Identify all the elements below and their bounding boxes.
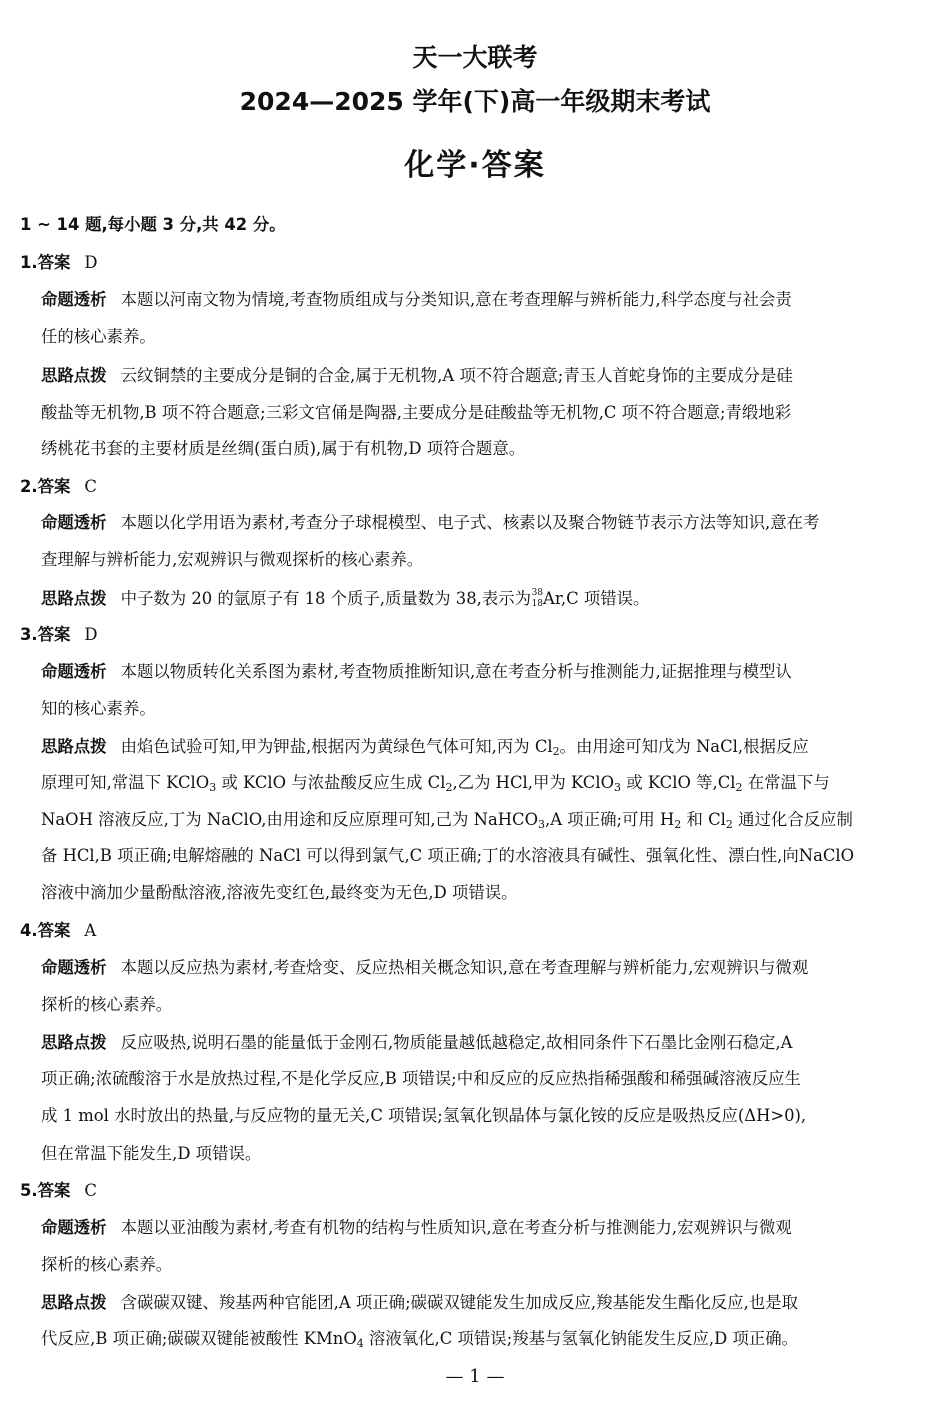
q5-analysis-cont: 探析的核心素养。	[41, 1255, 173, 1274]
subject-title: 化学·答案	[404, 148, 546, 183]
org-title: 天一大联考	[412, 43, 538, 72]
q3-analysis: 命题透析 本题以物质转化关系图为素材,考查物质推断知识,意在考查分析与推测能力,证据推理与模型认	[41, 662, 792, 681]
q1-hint-cont: 酸盐等无机物,B 项不符合题意;三彩文官俑是陶器,主要成分是硅酸盐等无机物,C 项不符合题意;青缎地彩	[41, 403, 792, 422]
subscript: 2	[725, 818, 733, 831]
q2-answer: C	[84, 477, 97, 496]
subscript: 2	[445, 781, 453, 794]
argon-isotope-notation: 38 18	[531, 588, 544, 609]
q4-answer-line: 4.答案 A	[20, 921, 97, 940]
q2-answer-line: 2.答案 C	[20, 477, 97, 496]
q3-answer-line: 3.答案 D	[20, 625, 98, 644]
q5-hint-cont: 代反应,B 项正确;碳碳双键能被酸性 KMnO$_4$ 溶液氧化,C 项错误;羧基与氢氧化钠能发生反应,D 项正确。	[41, 1329, 799, 1350]
q3-hint-cont: 溶液中滴加少量酚酞溶液,溶液先变红色,最终变为无色,D 项错误。	[41, 883, 518, 902]
q4-hint-cont: 项正确;浓硫酸溶于水是放热过程,不是化学反应,B 项错误;中和反应的反应热指稀强酸和稀强碱溶液反应生	[41, 1069, 801, 1088]
q1-analysis-cont: 任的核心素养。	[41, 327, 156, 346]
q3-hint-cont: 备 HCl,B 项正确;电解熔融的 NaCl 可以得到氯气,C 项正确;丁的水溶液具有碱性、强氧化性、漂白性,向NaClO	[41, 846, 855, 865]
q1-analysis: 命题透析 本题以河南文物为情境,考查物质组成与分类知识,意在考查理解与辨析能力,科学态度与社会责	[41, 290, 792, 309]
intro-line: 1 ~ 14 题,每小题 3 分,共 42 分。	[20, 215, 286, 234]
q3-hint-cont: NaOH 溶液反应,丁为 NaClO,由用途和反应原理可知,己为 NaHCO$_3$,A 项正确;可用 $H_2$ 和 $Cl_2$ 通过化合反应制	[41, 810, 853, 831]
q3-hint: 思路点拨 由焰色试验可知,甲为钾盐,根据丙为黄绿色气体可知,丙为 $Cl_2$。由用途可知戊为 NaCl,根据反应	[41, 737, 809, 758]
subscript: 3	[538, 818, 546, 831]
subscript: 2	[552, 745, 560, 758]
q4-hint: 思路点拨 反应吸热,说明石墨的能量低于金刚石,物质能量越低越稳定,故相同条件下石墨比金刚石稳定,A	[41, 1033, 793, 1052]
subscript: 2	[735, 781, 743, 794]
q2-analysis: 命题透析 本题以化学用语为素材,考查分子球棍模型、电子式、核素以及聚合物链节表示方法等知识,意在考	[41, 513, 820, 532]
subscript: 3	[209, 781, 217, 794]
page-number: — 1 —	[445, 1366, 505, 1387]
q5-hint: 思路点拨 含碳碳双键、羧基两种官能团,A 项正确;碳碳双键能发生加成反应,羧基能发生酯化反应,也是取	[41, 1293, 798, 1312]
q1-answer-line: 1.答案 D	[20, 253, 98, 272]
subscript: 4	[356, 1337, 364, 1350]
q1-hint: 思路点拨 云纹铜禁的主要成分是铜的合金,属于无机物,A 项不符合题意;青玉人首蛇身饰的主要成分是硅	[41, 366, 793, 385]
q4-analysis-cont: 探析的核心素养。	[41, 995, 173, 1014]
q3-hint-cont: 原理可知,常温下 KClO$_3$ 或 KClO 与浓盐酸反应生成 $Cl_2$,乙为 HCl,甲为 KClO$_3$ 或 KClO 等$,Cl_2$ 在常温下与	[41, 773, 830, 794]
q4-hint-cont: 成 1 mol 水时放出的热量,与反应物的量无关,C 项错误;氢氧化钡晶体与氯化铵的反应是吸热反应(ΔH>0),	[41, 1106, 807, 1125]
exam-title: 2024—2025 学年(下)高一年级期末考试	[239, 87, 711, 116]
q5-answer: C	[84, 1181, 97, 1200]
q4-answer: A	[84, 921, 97, 940]
subscript: 2	[674, 818, 682, 831]
q1-answer: D	[84, 253, 98, 272]
q4-analysis: 命题透析 本题以反应热为素材,考查焓变、反应热相关概念知识,意在考查理解与辨析能力,宏观辨识与微观	[41, 958, 809, 977]
q3-answer: D	[84, 625, 98, 644]
q4-hint-cont: 但在常温下能发生,D 项错误。	[41, 1144, 262, 1163]
q5-analysis: 命题透析 本题以亚油酸为素材,考查有机物的结构与性质知识,意在考查分析与推测能力,宏观辨识与微观	[41, 1218, 792, 1237]
q2-analysis-cont: 查理解与辨析能力,宏观辨识与微观探析的核心素养。	[41, 550, 424, 569]
q3-analysis-cont: 知的核心素养。	[41, 699, 156, 718]
subscript: 3	[614, 781, 622, 794]
q5-answer-line: 5.答案 C	[20, 1181, 97, 1200]
q2-hint: 思路点拨 中子数为 20 的氩原子有 18 个质子,质量数为 38,表示为 38 18 Ar,C 项错误。	[41, 588, 650, 609]
q1-hint-cont: 绣桃花书套的主要材质是丝绸(蛋白质),属于有机物,D 项符合题意。	[41, 439, 526, 458]
